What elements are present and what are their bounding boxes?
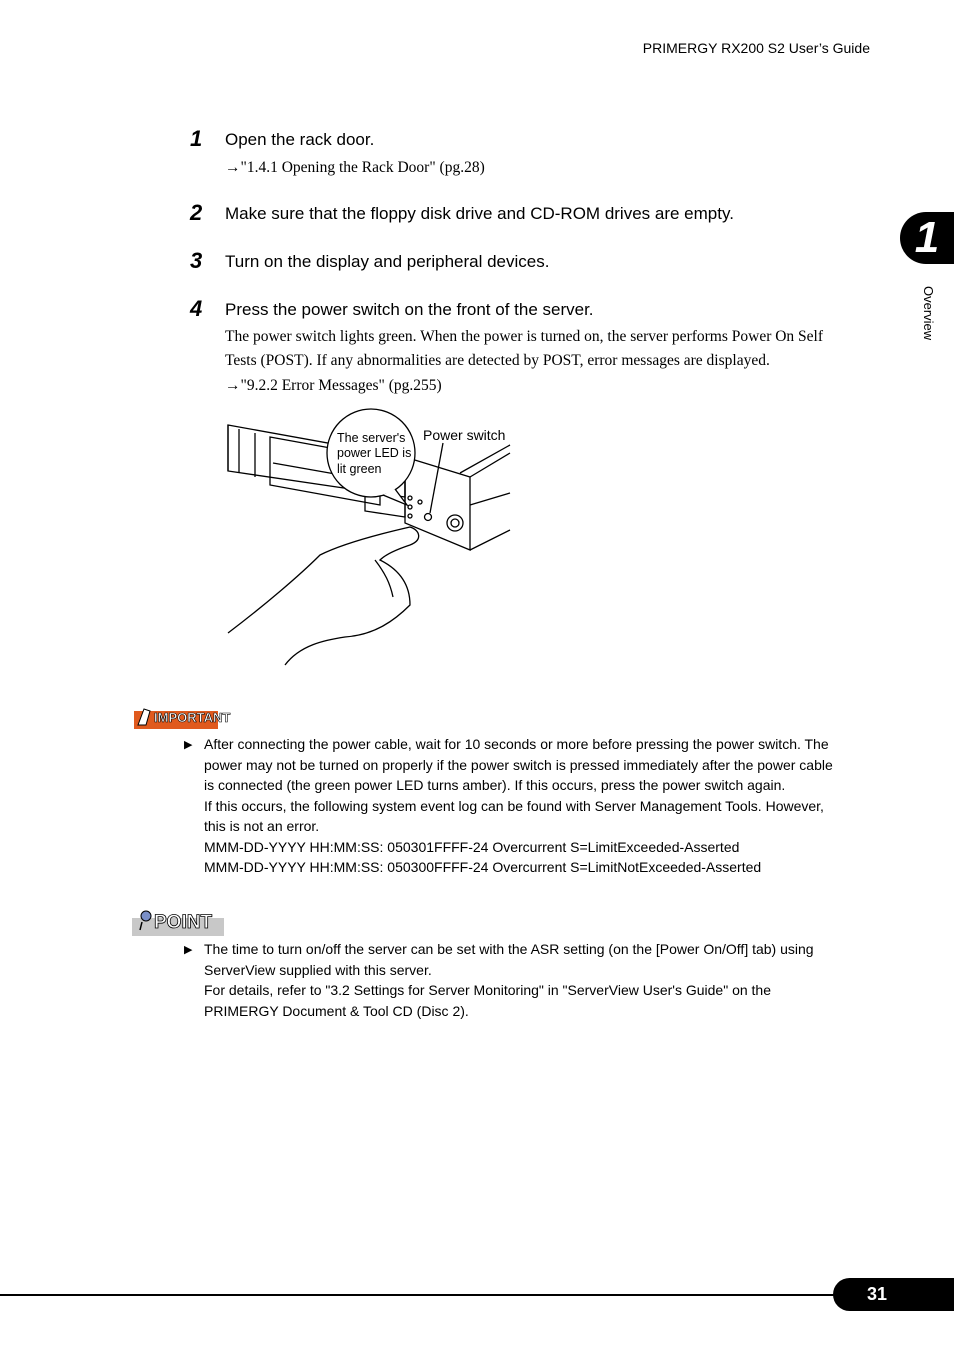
step-4-description-line1: The power switch lights green. When the power is turned on, the server performs Power On Self xyxy=(225,328,824,345)
callout-led-line3: lit green xyxy=(337,462,382,476)
step-text-1: Open the rack door. xyxy=(225,130,375,149)
step-text-2: Make sure that the floppy disk drive and CD-ROM drives are empty. xyxy=(225,204,734,223)
chapter-label: Overview xyxy=(921,286,936,341)
page-header-title: PRIMERGY RX200 S2 User’s Guide xyxy=(642,40,870,56)
step-text-3: Turn on the display and peripheral devices. xyxy=(225,252,550,271)
step-4-description-line2: Tests (POST). If any abnormalities are detected by POST, error messages are displayed. xyxy=(225,352,770,369)
important-bullet-icon: ▶ xyxy=(184,739,193,751)
point-line: PRIMERGY Document & Tool CD (Disc 2). xyxy=(204,1002,469,1019)
important-badge-text: IMPORTANT xyxy=(154,710,231,725)
important-badge xyxy=(134,705,231,729)
important-line: After connecting the power cable, wait for 10 seconds or more before pressing the power switch. The xyxy=(204,736,829,752)
important-line: is connected (the green power LED turns amber). If this occurs, press the power switch again. xyxy=(204,777,786,793)
chapter-side-label xyxy=(918,286,938,366)
point-badge-text: POINT xyxy=(154,912,213,933)
important-line: MMM-DD-YYYY HH:MM:SS: 050301FFFF-24 Overcurrent S=LimitExceeded-Asserted xyxy=(204,838,740,855)
step-number-1: 1 xyxy=(190,126,203,151)
step-4-reference-link[interactable]: →"9.2.2 Error Messages" (pg.255) xyxy=(225,377,442,394)
callout-led-line1: The server's xyxy=(337,431,406,445)
important-badge-graphic xyxy=(134,705,231,729)
important-line: MMM-DD-YYYY HH:MM:SS: 050300FFFF-24 Overcurrent S=LimitNotExceeded-Asserted xyxy=(204,859,762,875)
important-line: If this occurs, the following system event log can be found with Server Management Tools. However, xyxy=(204,797,824,814)
page-number: 31 xyxy=(833,1278,954,1311)
point-badge xyxy=(132,908,224,936)
point-line: ServerView supplied with this server. xyxy=(204,961,432,978)
step-number-3: 3 xyxy=(190,248,203,273)
step-number-2: 2 xyxy=(190,200,203,225)
step-1-reference-link[interactable]: →"1.4.1 Opening the Rack Door" (pg.28) xyxy=(225,159,485,176)
step-text-4: Press the power switch on the front of the server. xyxy=(225,300,594,319)
footer-rule xyxy=(0,1294,840,1296)
important-note xyxy=(204,734,870,878)
point-bullet-icon: ▶ xyxy=(184,944,193,956)
point-line: The time to turn on/off the server can be set with the ASR setting (on the [Power On/Off] tab) using xyxy=(204,941,814,957)
step-number-4: 4 xyxy=(190,296,203,321)
important-line: power may not be turned on properly if the power switch is pressed immediately after the power cable xyxy=(204,756,833,773)
power-switch-figure xyxy=(225,405,515,670)
power-switch-label: Power switch xyxy=(423,427,506,443)
point-note xyxy=(204,939,870,1021)
callout-led-line2: power LED is xyxy=(337,446,412,460)
point-badge-graphic xyxy=(132,908,224,936)
important-line: this is not an error. xyxy=(204,818,320,834)
chapter-tab: 1 xyxy=(900,212,954,264)
point-line: For details, refer to "3.2 Settings for Server Monitoring" in "ServerView User's Guide" on the xyxy=(204,982,771,998)
